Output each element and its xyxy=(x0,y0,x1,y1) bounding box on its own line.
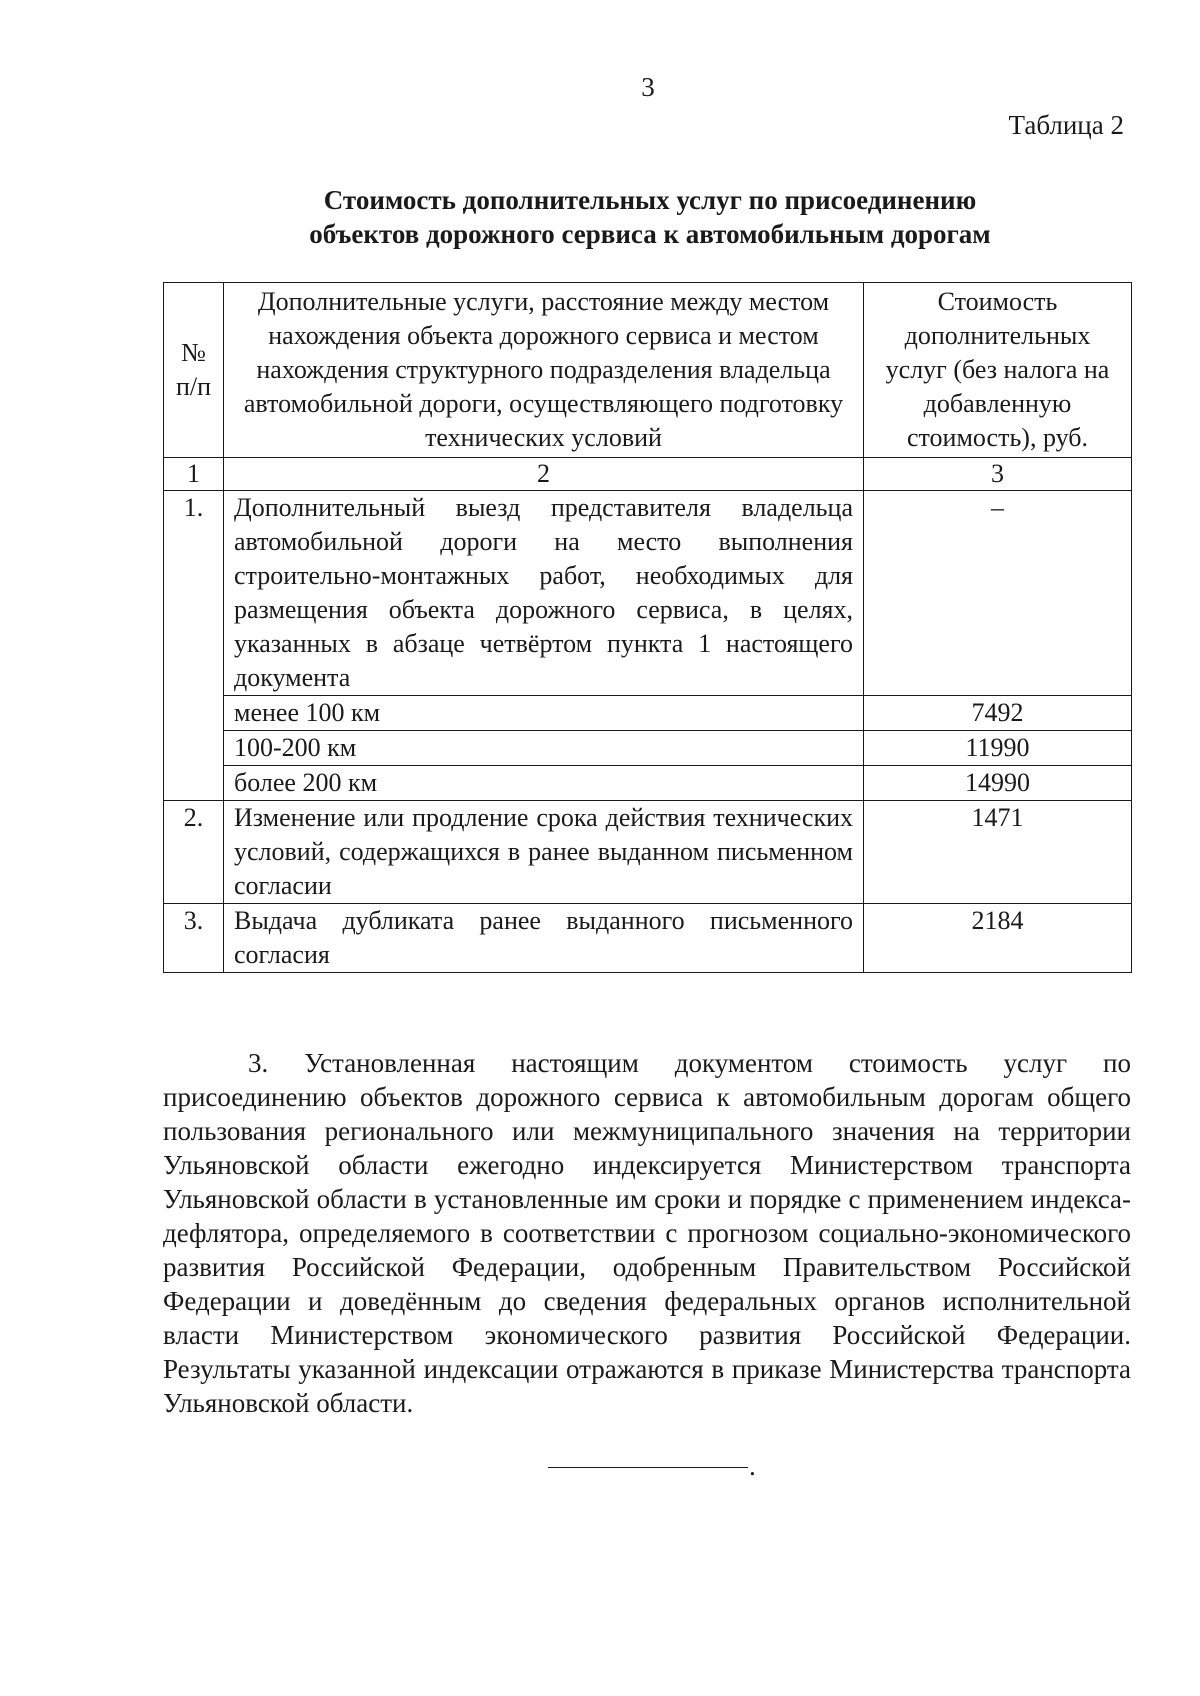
row-description: Изменение или продление срока действия технических условий, содержащихся в ранее выданном письменном согласии xyxy=(224,801,864,904)
page-number: 3 xyxy=(641,72,655,102)
table-row xyxy=(164,801,1132,904)
column-index: 2 xyxy=(224,458,864,491)
table-header-row xyxy=(164,283,1132,458)
row-number: 2. xyxy=(164,801,224,904)
row-cost: – xyxy=(864,491,1132,696)
title-line-2: объектов дорожного сервиса к автомобильным дорогам xyxy=(309,219,991,249)
subrow-cost: 14990 xyxy=(864,766,1132,801)
subrow-distance: более 200 км xyxy=(224,766,864,801)
indexation-paragraph: 3. Установленная настоящим документом стоимость услуг по присоединению объектов дорожного сервиса к автомобильным дорогам общего пользования регионального или межмуниципального значения на территории Ульяновской области ежегодно индексируется Министерством транспорта Ульяновской области в установленные им сроки и порядке с применением индекса-дефлятора, определяемого в соответствии с прогнозом социально-экономического развития Российской Федерации, одобренным Правительством Российской Федерации и доведённым до сведения федеральных органов исполнительной власти Министерством экономического развития Российской Федерации. Результаты указанной индексации отражаются в приказе Министерства транспорта Ульяновской области. xyxy=(163,1048,1131,1418)
header-description: Дополнительные услуги, расстояние между местом нахождения объекта дорожного сервиса и местом нахождения структурного подразделения владельца автомобильной дороги, осуществляющего подготовку технических условий xyxy=(224,283,864,458)
table-subrow xyxy=(164,766,1132,801)
header-cost: Стоимость дополнительных услуг (без налога на добавленную стоимость), руб. xyxy=(864,283,1132,458)
row-description: Выдача дубликата ранее выданного письменного согласия xyxy=(224,904,864,973)
subrow-cost: 11990 xyxy=(864,731,1132,766)
subrow-cost: 7492 xyxy=(864,696,1132,731)
column-index: 1 xyxy=(164,458,224,491)
row-number: 1. xyxy=(164,491,224,801)
column-index: 3 xyxy=(864,458,1132,491)
table-label: Таблица 2 xyxy=(1008,110,1124,140)
column-index-row xyxy=(164,458,1132,491)
table-row xyxy=(164,904,1132,973)
table-row xyxy=(164,491,1132,696)
closing-mark: . xyxy=(749,1451,756,1481)
header-number: № п/п xyxy=(164,283,224,458)
document-title xyxy=(200,183,1100,251)
closing-divider xyxy=(548,1467,748,1468)
services-cost-table xyxy=(163,282,1132,973)
row-number: 3. xyxy=(164,904,224,973)
row-cost: 1471 xyxy=(864,801,1132,904)
row-description: Дополнительный выезд представителя владельца автомобильной дороги на место выполнения строительно-монтажных работ, необходимых для размещения объекта дорожного сервиса, в целях, указанных в абзаце четвёртом пункта 1 настоящего документа xyxy=(224,491,864,696)
row-cost: 2184 xyxy=(864,904,1132,973)
subrow-distance: 100-200 км xyxy=(224,731,864,766)
table-subrow xyxy=(164,696,1132,731)
table-subrow xyxy=(164,731,1132,766)
subrow-distance: менее 100 км xyxy=(224,696,864,731)
title-line-1: Стоимость дополнительных услуг по присоединению xyxy=(323,185,977,215)
